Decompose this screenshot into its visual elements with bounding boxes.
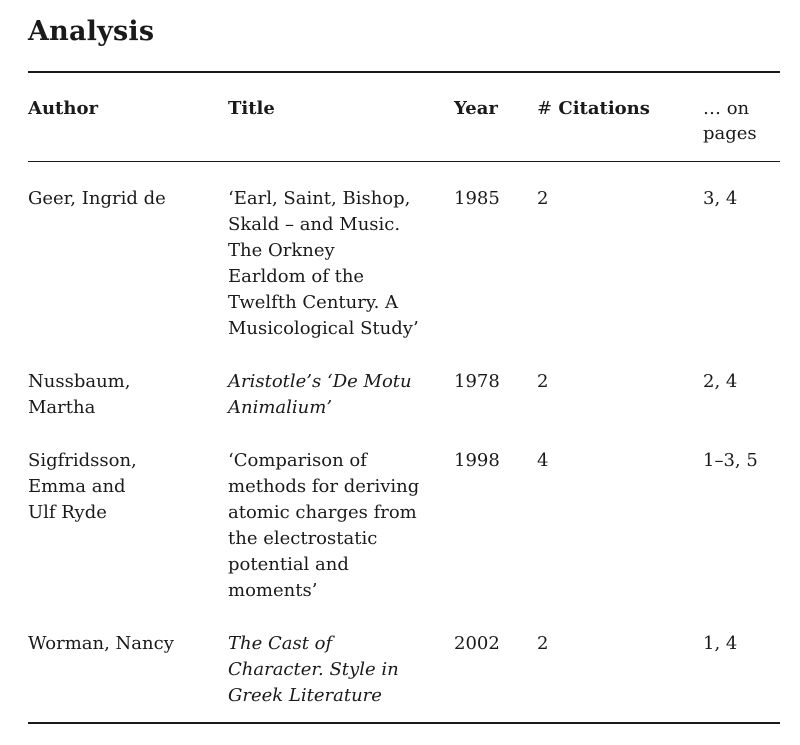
cell-author-line: Worman, Nancy [28, 633, 174, 654]
table-top-rule [28, 71, 780, 73]
cell-author-line: Nussbaum, [28, 371, 131, 392]
cell-author-line: Emma and [28, 476, 126, 497]
page-title: Analysis [28, 16, 155, 47]
table-bottom-rule [28, 722, 780, 724]
cell-title [228, 448, 443, 604]
cell-author-line: Ulf Ryde [28, 502, 107, 523]
cell-pages: 1, 4 [703, 633, 738, 654]
cell-title-line: The Cast of [228, 633, 333, 654]
header-citations [537, 96, 697, 122]
cell-citations: 2 [537, 188, 549, 209]
cell-citations: 2 [537, 633, 549, 654]
cell-author [28, 631, 218, 657]
cell-title [228, 186, 443, 342]
cell-author [28, 369, 218, 421]
cell-year: 1985 [454, 188, 500, 209]
cell-year: 1998 [454, 450, 500, 471]
cell-title-line: Aristotle’s ‘De Motu [228, 371, 412, 392]
cell-title-line: Character. Style in [228, 659, 399, 680]
cell-author-line: Geer, Ingrid de [28, 188, 166, 209]
cell-title-line: methods for deriving [228, 476, 420, 497]
cell-title-line: Skald – and Music. [228, 214, 401, 235]
cell-title-line: Earldom of the [228, 266, 365, 287]
header-citations-label: Citations [558, 98, 650, 119]
header-citations-symbol: # [537, 98, 553, 119]
cell-year: 1978 [454, 371, 500, 392]
cell-title-line: The Orkney [228, 240, 335, 261]
cell-title-line: Twelfth Century. A [228, 292, 399, 313]
table-header-rule [28, 161, 780, 162]
cell-title-line: Animalium’ [228, 397, 333, 418]
cell-title [228, 631, 443, 709]
cell-title-line: potential and [228, 554, 349, 575]
header-pages-line1: … on [703, 98, 750, 119]
header-title: Title [228, 98, 275, 119]
cell-author [28, 448, 218, 526]
cell-author-line: Sigfridsson, [28, 450, 137, 471]
cell-title-line: moments’ [228, 580, 318, 601]
cell-citations: 2 [537, 371, 549, 392]
cell-title-line: ‘Comparison of [228, 450, 367, 471]
header-pages-line2: pages [703, 123, 757, 144]
header-pages [703, 96, 783, 147]
cell-citations: 4 [537, 450, 549, 471]
cell-pages: 1–3, 5 [703, 450, 758, 471]
cell-pages: 2, 4 [703, 371, 738, 392]
cell-title-line: Greek Literature [228, 685, 382, 706]
cell-title [228, 369, 443, 421]
cell-title-line: atomic charges from [228, 502, 417, 523]
header-year: Year [454, 98, 498, 119]
cell-author [28, 186, 218, 212]
cell-title-line: ‘Earl, Saint, Bishop, [228, 188, 411, 209]
cell-year: 2002 [454, 633, 500, 654]
cell-title-line: Musicological Study’ [228, 318, 419, 339]
cell-pages: 3, 4 [703, 188, 738, 209]
cell-title-line: the electrostatic [228, 528, 378, 549]
header-author: Author [28, 98, 98, 119]
cell-author-line: Martha [28, 397, 96, 418]
